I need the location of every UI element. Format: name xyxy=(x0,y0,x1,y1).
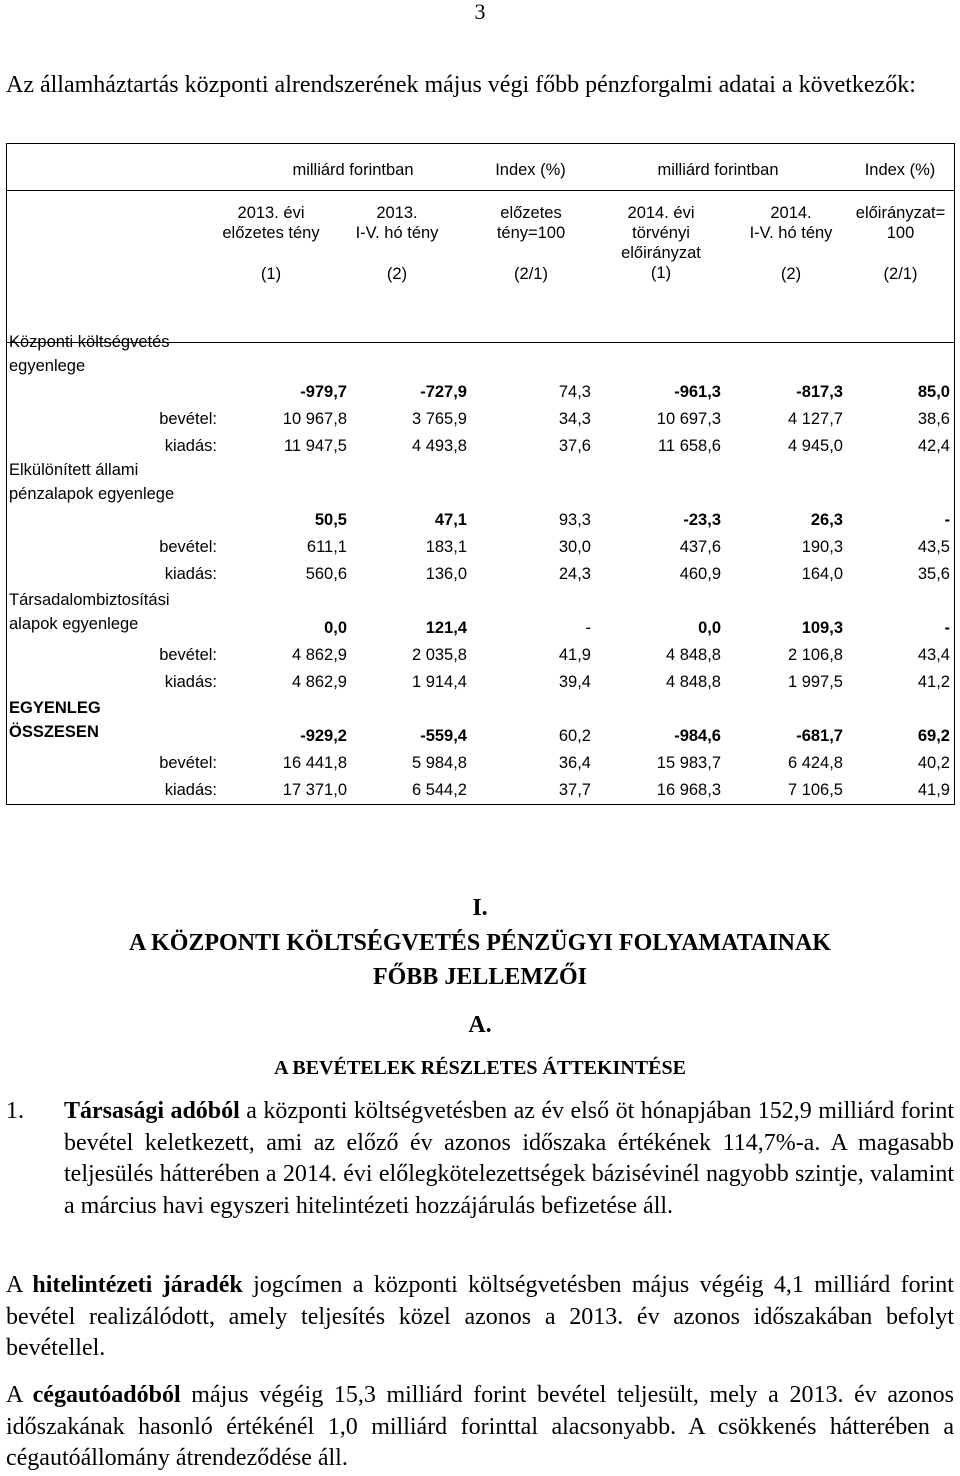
data-cell: 41,9 xyxy=(917,781,950,799)
data-cell: 7 106,5 xyxy=(787,781,843,799)
data-cell: 1 914,4 xyxy=(411,673,467,691)
data-cell: 6 424,8 xyxy=(787,754,843,772)
data-cell: 4 848,8 xyxy=(665,673,721,691)
balance-value: 85,0 xyxy=(917,383,950,401)
data-cell: 17 371,0 xyxy=(282,781,347,799)
paragraph-bank-levy: A hitelintézeti járadék jogcímen a központi költségvetésben május végéig 4,1 milliárd forint bevétel realizálódott, amely teljesítés közel azonos a 2013. év azonos időszakában befolyt bevétellel. xyxy=(6,1272,954,1361)
data-cell: 611,1 xyxy=(306,538,347,556)
data-cell: 42,4 xyxy=(917,437,950,455)
data-cell: 15 983,7 xyxy=(656,754,721,772)
header-divider xyxy=(7,190,954,191)
column-header: előirányzat= 100 (2/1) xyxy=(855,204,946,283)
balance-value: -979,7 xyxy=(300,383,347,401)
row-label: bevétel: xyxy=(159,646,217,664)
column-header: 2014. I-V. hó tény (2) xyxy=(749,204,833,283)
data-cell: 437,6 xyxy=(679,538,721,556)
balance-value: -984,6 xyxy=(674,727,721,745)
balance-value: 60,2 xyxy=(558,727,591,745)
balance-value: 121,4 xyxy=(425,619,467,637)
paragraph-number: 1. xyxy=(6,1098,24,1124)
paragraph-keyword: cégautóadóból xyxy=(32,1382,181,1408)
financial-summary-table xyxy=(6,143,955,805)
row-group-label: Elkülönített állami xyxy=(9,461,139,479)
column-header: 2014. évi törvényi előirányzat (1) xyxy=(621,204,701,282)
data-cell: 24,3 xyxy=(558,565,591,583)
row-group-label: pénzalapok egyenlege xyxy=(9,485,175,503)
balance-value: 109,3 xyxy=(801,619,843,637)
unit-header: milliárd forintban xyxy=(292,161,414,179)
data-cell: 4 127,7 xyxy=(787,410,843,428)
data-cell: 30,0 xyxy=(558,538,591,556)
data-cell: 38,6 xyxy=(917,410,950,428)
row-label: bevétel: xyxy=(159,410,217,428)
row-label: kiadás: xyxy=(164,437,217,455)
unit-header: Index (%) xyxy=(495,161,566,179)
data-cell: 37,7 xyxy=(558,781,591,799)
data-cell: 1 997,5 xyxy=(787,673,843,691)
data-cell: 4 493,8 xyxy=(411,437,467,455)
balance-value: -681,7 xyxy=(796,727,843,745)
row-label: kiadás: xyxy=(164,565,217,583)
subsection-title: A BEVÉTELEK RÉSZLETES ÁTTEKINTÉSE xyxy=(274,1057,686,1079)
row-label: kiadás: xyxy=(164,781,217,799)
row-label: bevétel: xyxy=(159,754,217,772)
data-cell: 183,1 xyxy=(425,538,467,556)
balance-value: - xyxy=(944,511,950,529)
data-cell: 41,2 xyxy=(917,673,950,691)
column-header: 2013. évi előzetes tény (1) xyxy=(222,204,320,283)
balance-value: -817,3 xyxy=(796,383,843,401)
row-group-label: EGYENLEG xyxy=(9,699,101,717)
data-cell: 36,4 xyxy=(558,754,591,772)
data-cell: 4 862,9 xyxy=(291,646,347,664)
data-cell: 11 658,6 xyxy=(657,437,721,455)
subsection-letter: A. xyxy=(468,1012,492,1038)
balance-value: - xyxy=(944,619,950,637)
row-group-label: ÖSSZESEN xyxy=(9,723,99,741)
data-cell: 43,4 xyxy=(917,646,950,664)
paragraph-keyword: Társasági adóból xyxy=(64,1098,240,1124)
row-group-label: alapok egyenlege xyxy=(9,615,139,633)
balance-value: 74,3 xyxy=(558,383,591,401)
data-cell: 4 848,8 xyxy=(665,646,721,664)
data-cell: 3 765,9 xyxy=(411,410,467,428)
data-cell: 10 967,8 xyxy=(282,410,347,428)
data-cell: 35,6 xyxy=(917,565,950,583)
balance-value: -23,3 xyxy=(683,511,721,529)
page-number: 3 xyxy=(474,0,486,24)
data-cell: 2 106,8 xyxy=(787,646,843,664)
data-cell: 16 441,8 xyxy=(282,754,347,772)
balance-value: 93,3 xyxy=(558,511,591,529)
balance-value: 0,0 xyxy=(698,619,721,637)
balance-value: -929,2 xyxy=(300,727,347,745)
balance-value: 69,2 xyxy=(917,727,950,745)
data-cell: 460,9 xyxy=(679,565,721,583)
paragraph-company-car-tax: A cégautóadóból május végéig 15,3 milliárd forint bevétel teljesült, mely a 2013. év azonos időszakának hasonló értékénél 1,0 milliárd forinttal alacsonyabb. A csökkenés hátterében a cégautóállomány átrendeződése áll. xyxy=(6,1382,954,1471)
section-roman: I. xyxy=(472,895,488,921)
data-cell: 41,9 xyxy=(558,646,591,664)
row-label: kiadás: xyxy=(164,673,217,691)
balance-value: -559,4 xyxy=(420,727,467,745)
intro-text: Az államháztartás központi alrendszerének május végi főbb pénzforgalmi adatai a következők: xyxy=(6,72,916,98)
section-title: A KÖZPONTI KÖLTSÉGVETÉS PÉNZÜGYI FOLYAMATAINAK xyxy=(129,930,831,956)
row-label: bevétel: xyxy=(159,538,217,556)
paragraph-keyword: hitelintézeti járadék xyxy=(32,1272,243,1298)
balance-value: 0,0 xyxy=(324,619,347,637)
row-group-label: Társadalombiztosítási xyxy=(9,591,170,609)
data-cell: 6 544,2 xyxy=(411,781,467,799)
data-cell: 5 984,8 xyxy=(411,754,467,772)
data-cell: 39,4 xyxy=(558,673,591,691)
paragraph-corporate-tax: Társasági adóból a központi költségvetésben az év első öt hónapjában 152,9 milliárd forint bevétel keletkezett, ami az előző év azonos időszaka értékének 114,7%-a. A magasabb teljesülés hátterében a 2014. évi előlegkötelezettségek bázisévinél nagyobb szintje, valamint a március havi egyszeri hitelintézeti hozzájárulás befizetése áll. xyxy=(64,1098,954,1219)
data-cell: 43,5 xyxy=(917,538,950,556)
data-cell: 16 968,3 xyxy=(656,781,721,799)
data-cell: 34,3 xyxy=(558,410,591,428)
unit-header: milliárd forintban xyxy=(657,161,779,179)
data-cell: 4 862,9 xyxy=(291,673,347,691)
row-group-label: egyenlege xyxy=(9,357,86,375)
balance-value: - xyxy=(585,619,591,637)
balance-value: -961,3 xyxy=(674,383,721,401)
data-cell: 164,0 xyxy=(801,565,843,583)
unit-header: Index (%) xyxy=(864,161,936,179)
balance-value: -727,9 xyxy=(420,383,467,401)
data-cell: 2 035,8 xyxy=(411,646,467,664)
data-cell: 190,3 xyxy=(801,538,843,556)
row-group-label: Központi költségvetés xyxy=(9,333,170,351)
column-header: előzetes tény=100 (2/1) xyxy=(496,204,566,283)
data-cell: 136,0 xyxy=(425,565,467,583)
section-title-continued: FŐBB JELLEMZŐI xyxy=(372,964,588,990)
data-cell: 37,6 xyxy=(558,437,591,455)
balance-value: 50,5 xyxy=(314,511,347,529)
balance-value: 26,3 xyxy=(810,511,843,529)
data-cell: 4 945,0 xyxy=(787,437,843,455)
column-header: 2013. I-V. hó tény (2) xyxy=(355,204,439,283)
data-cell: 11 947,5 xyxy=(283,437,347,455)
data-cell: 560,6 xyxy=(305,565,347,583)
balance-value: 47,1 xyxy=(434,511,467,529)
data-cell: 40,2 xyxy=(917,754,950,772)
data-cell: 10 697,3 xyxy=(656,410,721,428)
